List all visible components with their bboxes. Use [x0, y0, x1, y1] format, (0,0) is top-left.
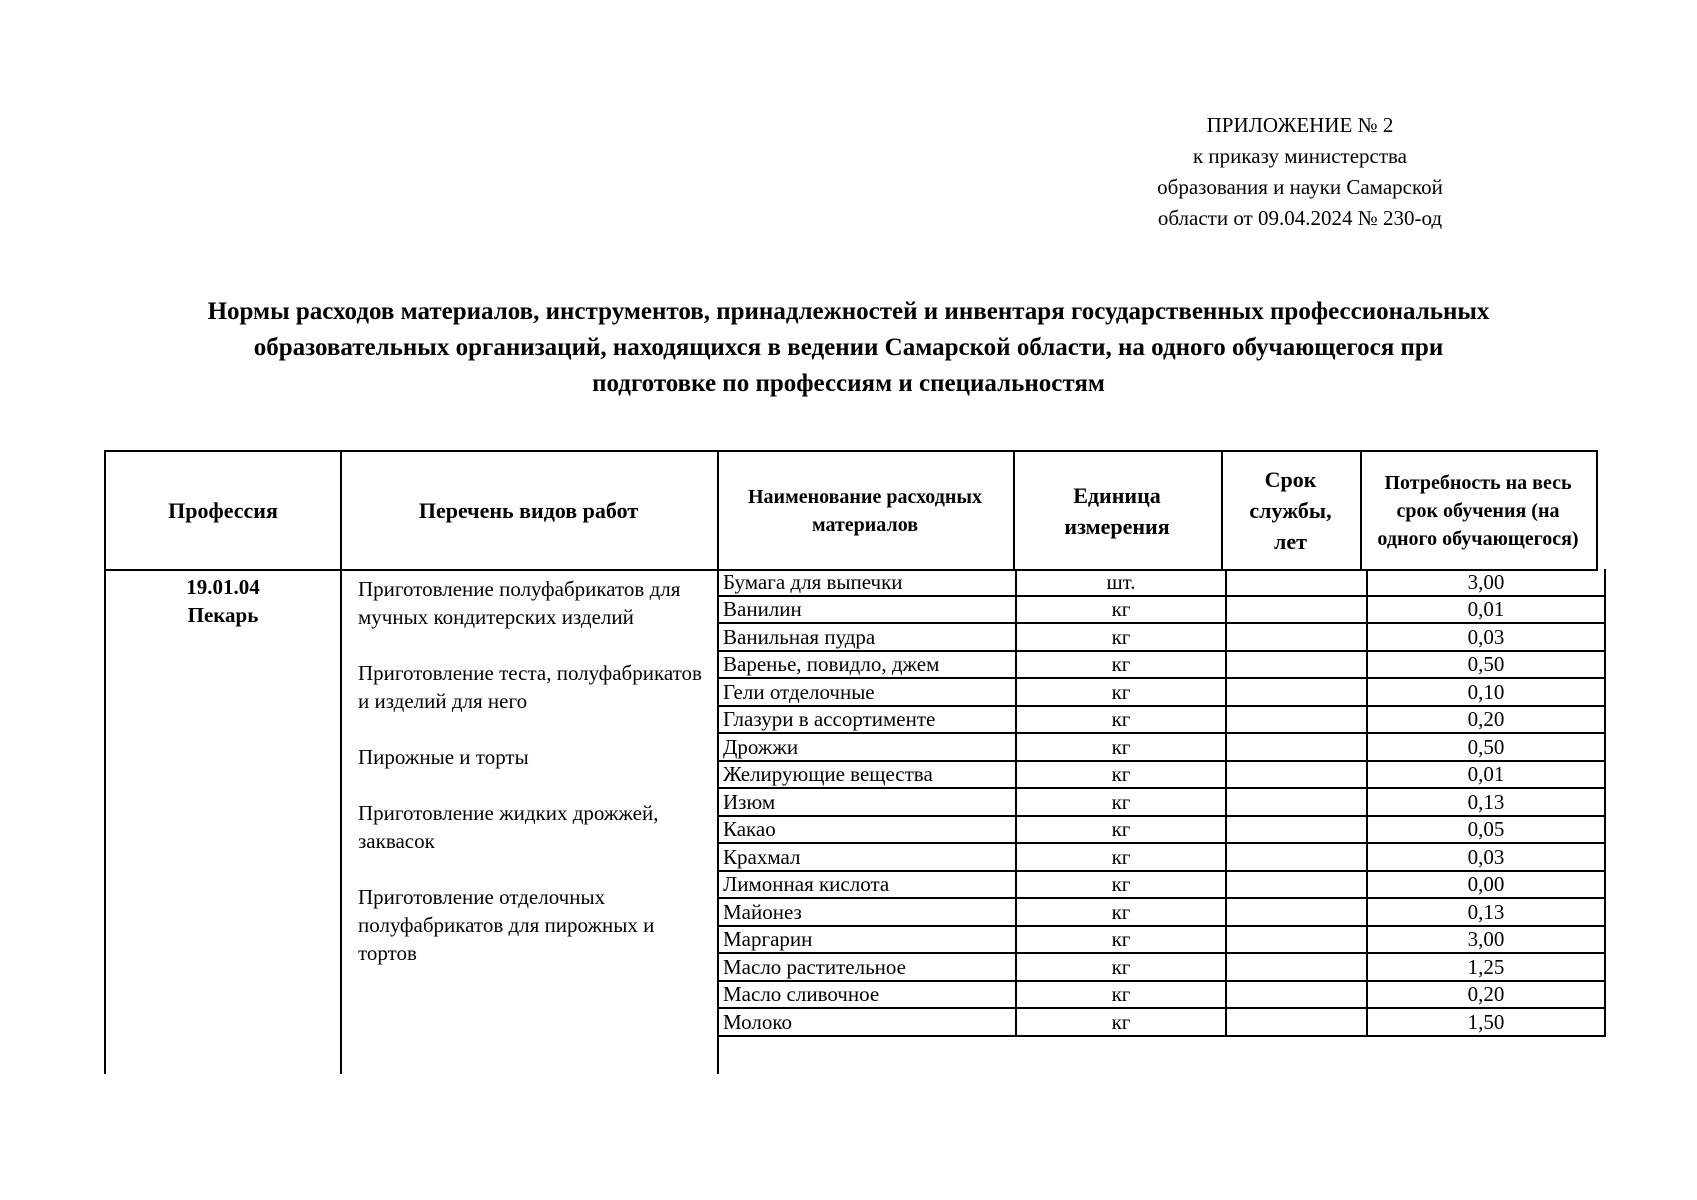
- term-cell: [1226, 898, 1367, 926]
- need-cell: 0,03: [1367, 623, 1605, 651]
- term-cell: [1226, 596, 1367, 624]
- need-cell: 0,50: [1367, 651, 1605, 679]
- need-cell: 0,01: [1367, 761, 1605, 789]
- header-term: [1221, 450, 1362, 571]
- unit-cell: кг: [1016, 623, 1226, 651]
- table-row: [718, 788, 1605, 816]
- materials-table: [717, 569, 1606, 1037]
- table-row: [718, 678, 1605, 706]
- appendix-number: ПРИЛОЖЕНИЕ № 2: [1206, 113, 1394, 137]
- header-unit: [1013, 450, 1223, 571]
- need-cell: 0,01: [1367, 596, 1605, 624]
- table-row: [718, 733, 1605, 761]
- appendix-order-line: к приказу министерства: [1192, 144, 1408, 168]
- title-line-3: подготовке по профессиям и специальностям: [592, 370, 1105, 397]
- profession-cell: [104, 569, 342, 1074]
- term-cell: [1226, 816, 1367, 844]
- table-row: [718, 898, 1605, 926]
- header-need: [1360, 450, 1598, 571]
- term-cell: [1226, 871, 1367, 899]
- term-cell: [1226, 788, 1367, 816]
- table-row: [718, 843, 1605, 871]
- header-material-text: Наименование расходных материалов: [748, 485, 982, 536]
- table-row: [718, 569, 1605, 596]
- unit-cell: кг: [1016, 651, 1226, 679]
- need-cell: 0,05: [1367, 816, 1605, 844]
- material-cell: Молоко: [718, 1008, 1016, 1036]
- material-cell: Ванильная пудра: [718, 623, 1016, 651]
- header-works: Перечень видов работ: [340, 450, 719, 571]
- works-list: [358, 575, 718, 995]
- header-profession: Профессия: [104, 450, 342, 571]
- need-cell: 3,00: [1367, 569, 1605, 596]
- material-cell: Масло растительное: [718, 953, 1016, 981]
- work-item: Приготовление жидких дрожжей, заквасок: [358, 801, 659, 853]
- term-cell: [1226, 953, 1367, 981]
- unit-cell: кг: [1016, 898, 1226, 926]
- term-cell: [1226, 651, 1367, 679]
- work-item: Приготовление теста, полуфабрикатов и изделий для него: [358, 661, 702, 713]
- table-row: [718, 816, 1605, 844]
- need-cell: 0,00: [1367, 871, 1605, 899]
- table-row: [718, 871, 1605, 899]
- need-cell: 3,00: [1367, 926, 1605, 954]
- unit-cell: кг: [1016, 761, 1226, 789]
- header-material: [717, 450, 1015, 571]
- material-cell: Ванилин: [718, 596, 1016, 624]
- term-cell: [1226, 926, 1367, 954]
- header-need-text: Потребность на весь срок обучения (на одного обучающегося): [1377, 471, 1579, 550]
- work-item: Приготовление полуфабрикатов для мучных кондитерских изделий: [358, 577, 681, 629]
- term-cell: [1226, 1008, 1367, 1036]
- unit-cell: кг: [1016, 596, 1226, 624]
- unit-cell: кг: [1016, 788, 1226, 816]
- table-row: [718, 706, 1605, 734]
- document-title: [60, 294, 1637, 402]
- need-cell: 0,20: [1367, 706, 1605, 734]
- need-cell: 0,10: [1367, 678, 1605, 706]
- unit-cell: кг: [1016, 953, 1226, 981]
- material-cell: Бумага для выпечки: [718, 569, 1016, 596]
- material-cell: Глазури в ассортименте: [718, 706, 1016, 734]
- term-cell: [1226, 981, 1367, 1009]
- material-cell: Маргарин: [718, 926, 1016, 954]
- table-row: [718, 651, 1605, 679]
- material-cell: Какао: [718, 816, 1016, 844]
- unit-cell: кг: [1016, 926, 1226, 954]
- appendix-header: [1110, 110, 1490, 234]
- need-cell: 0,03: [1367, 843, 1605, 871]
- need-cell: 0,13: [1367, 898, 1605, 926]
- works-cell: [340, 569, 719, 1074]
- table-row: [718, 596, 1605, 624]
- table-row: [718, 761, 1605, 789]
- material-cell: Крахмал: [718, 843, 1016, 871]
- table-row: [718, 623, 1605, 651]
- term-cell: [1226, 733, 1367, 761]
- table-row: [718, 1008, 1605, 1036]
- term-cell: [1226, 761, 1367, 789]
- term-cell: [1226, 623, 1367, 651]
- term-cell: [1226, 678, 1367, 706]
- header-term-text: Срок службы, лет: [1249, 467, 1332, 554]
- unit-cell: кг: [1016, 706, 1226, 734]
- material-cell: Масло сливочное: [718, 981, 1016, 1009]
- profession-code: 19.01.04: [186, 575, 260, 599]
- term-cell: [1226, 569, 1367, 596]
- material-cell: Лимонная кислота: [718, 871, 1016, 899]
- profession-name: Пекарь: [187, 603, 259, 627]
- unit-cell: шт.: [1016, 569, 1226, 596]
- material-cell: Дрожжи: [718, 733, 1016, 761]
- need-cell: 0,20: [1367, 981, 1605, 1009]
- appendix-date-line: области от 09.04.2024 № 230-од: [1157, 206, 1443, 230]
- title-line-1: Нормы расходов материалов, инструментов, принадлежностей и инвентаря государственных профессиональных: [207, 298, 1490, 325]
- unit-cell: кг: [1016, 981, 1226, 1009]
- unit-cell: кг: [1016, 816, 1226, 844]
- table-row: [718, 953, 1605, 981]
- need-cell: 0,13: [1367, 788, 1605, 816]
- material-cell: Изюм: [718, 788, 1016, 816]
- need-cell: 0,50: [1367, 733, 1605, 761]
- term-cell: [1226, 706, 1367, 734]
- unit-cell: кг: [1016, 871, 1226, 899]
- table-row: [718, 981, 1605, 1009]
- table-row: [718, 926, 1605, 954]
- appendix-ministry-line: образования и науки Самарской: [1157, 175, 1443, 199]
- term-cell: [1226, 843, 1367, 871]
- need-cell: 1,50: [1367, 1008, 1605, 1036]
- work-item: Приготовление отделочных полуфабрикатов для пирожных и тортов: [358, 885, 655, 965]
- unit-cell: кг: [1016, 1008, 1226, 1036]
- unit-cell: кг: [1016, 678, 1226, 706]
- material-cell: Желирующие вещества: [718, 761, 1016, 789]
- header-unit-text: Единица измерения: [1064, 482, 1170, 539]
- work-item: Пирожные и торты: [358, 745, 529, 769]
- material-cell: Гели отделочные: [718, 678, 1016, 706]
- material-cell: Варенье, повидло, джем: [718, 651, 1016, 679]
- unit-cell: кг: [1016, 843, 1226, 871]
- title-line-2: образовательных организаций, находящихся в ведении Самарской области, на одного обучающегося при: [253, 334, 1444, 361]
- need-cell: 1,25: [1367, 953, 1605, 981]
- material-cell: Майонез: [718, 898, 1016, 926]
- unit-cell: кг: [1016, 733, 1226, 761]
